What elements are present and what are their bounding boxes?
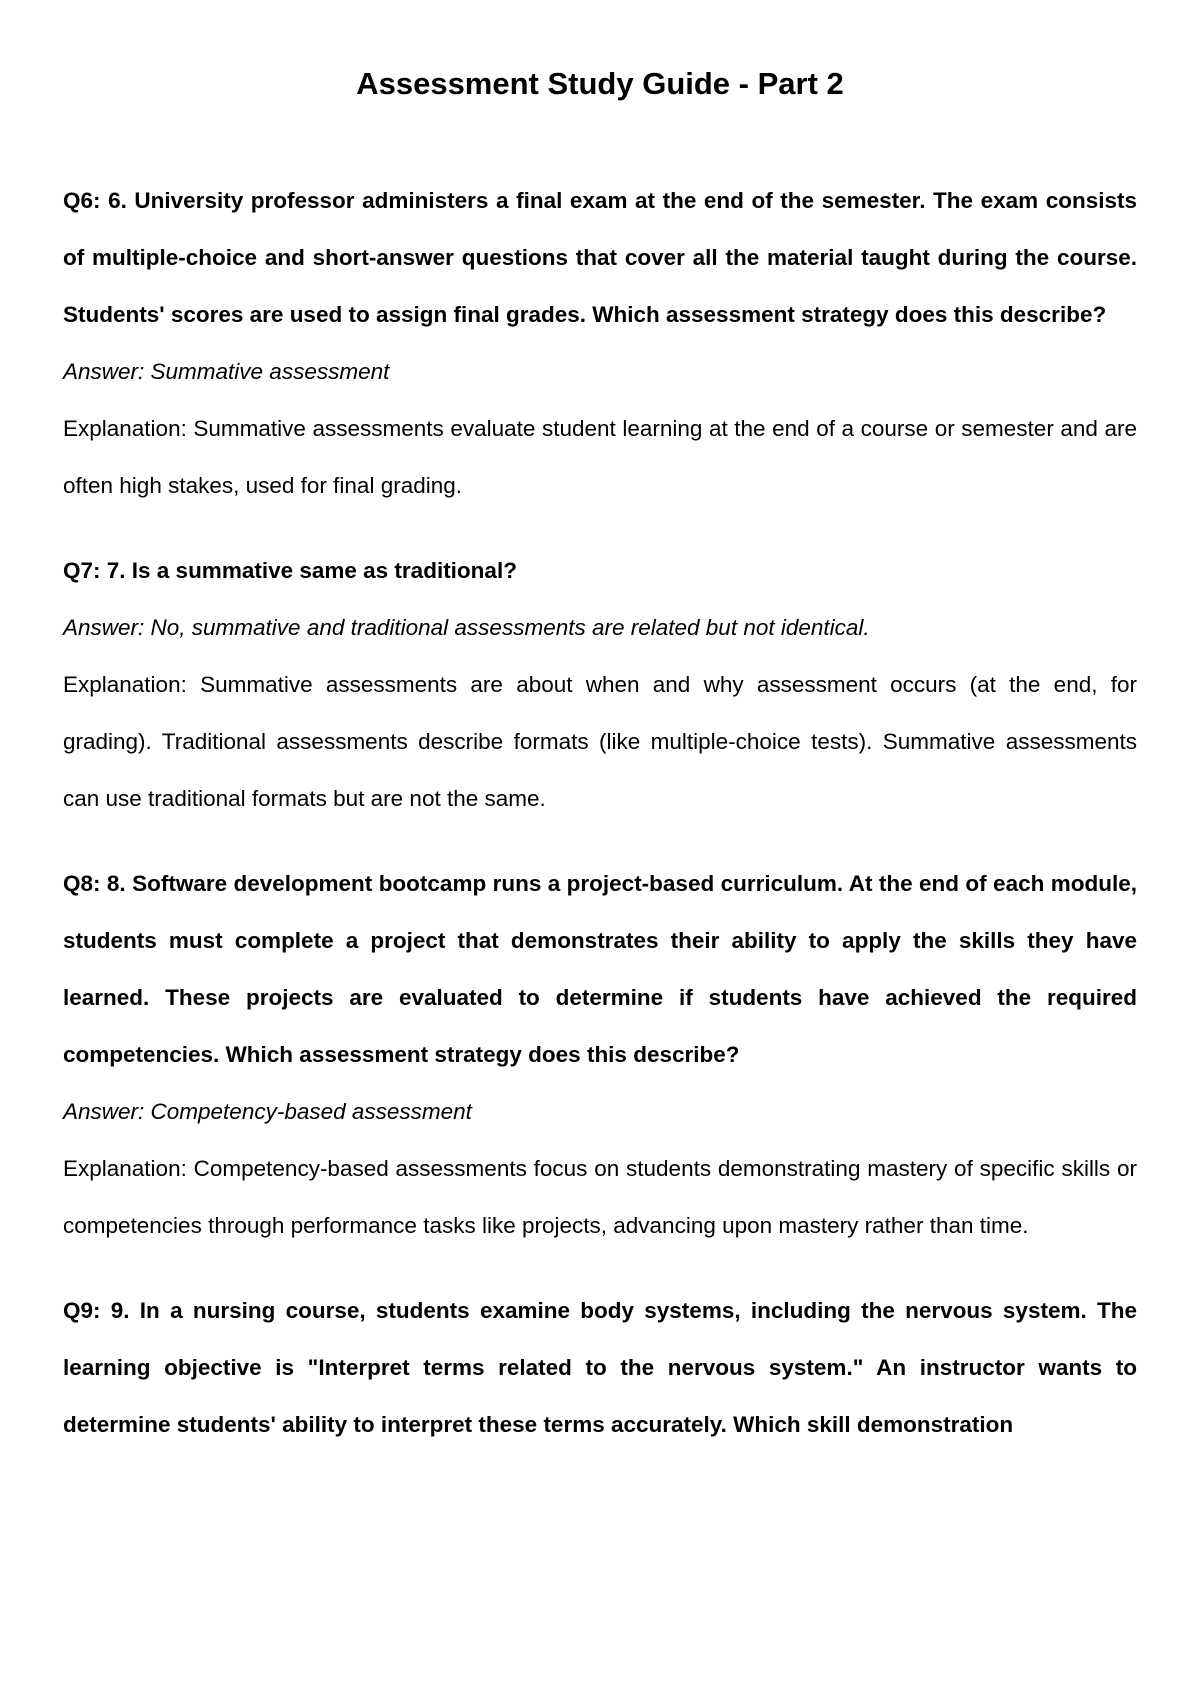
question-block-q6: [63, 172, 1137, 514]
explanation-text: Explanation: Competency-based assessments focus on students demonstrating mastery of specific skills or competencies through performance tasks like projects, advancing upon mastery rather than time.: [63, 1156, 1137, 1238]
question-text: Q7: 7. Is a summative same as traditional?: [63, 558, 517, 583]
question-block-q7: [63, 542, 1137, 827]
question-text: Q6: 6. University professor administers a final exam at the end of the semester. The exam consists of multiple-choice and short-answer questions that cover all the material taught during the course. Students' scores are used to assign final grades. Which assessment strategy does this describe?: [63, 188, 1137, 327]
explanation-text: Explanation: Summative assessments are about when and why assessment occurs (at the end, for grading). Traditional assessments describe formats (like multiple-choice tests). Summative assessments can use traditional formats but are not the same.: [63, 672, 1137, 811]
question-text: Q9: 9. In a nursing course, students examine body systems, including the nervous system. The learning objective is "Interpret terms related to the nervous system." An instructor wants to determine students' ability to interpret these terms accurately. Which skill demonstration: [63, 1298, 1137, 1437]
answer-text: Answer: No, summative and traditional assessments are related but not identical.: [63, 615, 870, 640]
question-block-q9: [63, 1282, 1137, 1453]
question-block-q8: [63, 855, 1137, 1254]
answer-text: Answer: Competency-based assessment: [63, 1099, 472, 1124]
explanation-text: Explanation: Summative assessments evaluate student learning at the end of a course or semester and are often high stakes, used for final grading.: [63, 416, 1137, 498]
answer-text: Answer: Summative assessment: [63, 359, 390, 384]
page-title: Assessment Study Guide - Part 2: [356, 66, 844, 101]
question-text: Q8: 8. Software development bootcamp runs a project-based curriculum. At the end of each module, students must complete a project that demonstrates their ability to apply the skills they have learned. These projects are evaluated to determine if students have achieved the required competencies. Which assessment strategy does this describe?: [63, 871, 1137, 1067]
